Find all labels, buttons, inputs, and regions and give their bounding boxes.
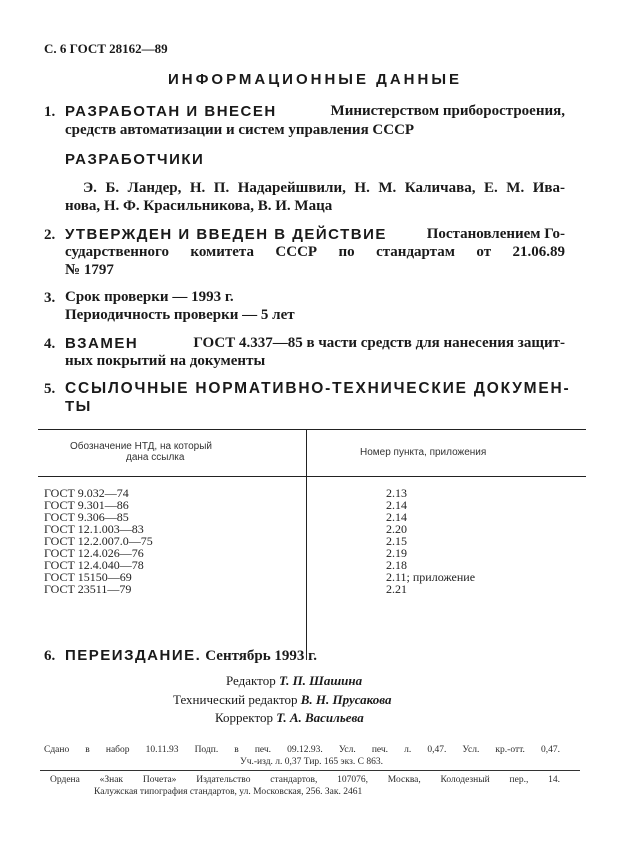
item1-line1 — [65, 103, 565, 121]
item4-line1-rest: ГОСТ 4.337—85 в части средств для нанесения защит- — [193, 335, 565, 351]
table-cell-ref: 2.14 — [386, 498, 407, 512]
imprint-divider — [40, 770, 580, 771]
imprint-line2: Уч.-изд. л. 0,37 Тир. 165 экз. С 863. — [240, 757, 383, 767]
table-cell-doc: ГОСТ 12.2.007.0—75 — [44, 534, 153, 548]
item4-number: 4. — [44, 336, 56, 352]
tech-editor-line — [173, 692, 391, 708]
table-cell-doc: ГОСТ 12.4.026—76 — [44, 546, 144, 560]
item1-line1-rest: Министерством приборостроения, — [330, 103, 565, 119]
item3-number: 3. — [44, 290, 56, 306]
table-cell-ref: 2.21 — [386, 582, 407, 596]
imprint-line1 — [44, 745, 560, 755]
item3-line1: Срок проверки — 1993 г. — [65, 289, 234, 305]
page-title: ИНФОРМАЦИОННЫЕ ДАННЫЕ — [168, 71, 463, 88]
table-cell-ref: 2.14 — [386, 510, 407, 524]
editor-line — [226, 673, 362, 689]
item3-line2: Периодичность проверки — 5 лет — [65, 307, 295, 323]
table-cell-ref: 2.20 — [386, 522, 407, 536]
developers-line1-text: Э. Б. Ландер, Н. П. Надарейшвили, Н. М. Каличава, Е. М. Ива- — [83, 180, 565, 196]
table-cell-ref: 2.19 — [386, 546, 407, 560]
item1-number: 1. — [44, 104, 56, 120]
item2-line2 — [65, 244, 565, 261]
table-col1-header-line2: дана ссылка — [126, 452, 185, 463]
item1-line2: средств автоматизации и систем управления СССР — [65, 122, 415, 138]
item1-lead: РАЗРАБОТАН И ВНЕСЕН — [65, 103, 277, 120]
table-cell-ref: 2.13 — [386, 486, 407, 500]
table-cell-doc: ГОСТ 23511—79 — [44, 582, 132, 596]
editor-label: Редактор — [226, 673, 276, 688]
item6-number: 6. — [44, 648, 56, 664]
item4-line2: ных покрытий на документы — [65, 353, 266, 369]
item2-line2-text: сударственного комитета СССР по стандартам от 21.06.89 — [65, 244, 565, 260]
table-cell-doc: ГОСТ 9.032—74 — [44, 486, 129, 500]
table-cell-doc: ГОСТ 12.4.040—78 — [44, 558, 144, 572]
table-cell-doc: ГОСТ 15150—69 — [44, 570, 132, 584]
item4-lead: ВЗАМЕН — [65, 335, 139, 352]
developers-line2: нова, Н. Ф. Красильникова, В. И. Маца — [65, 198, 333, 214]
imprint-line1-text: Сдано в набор 10.11.93 Подп. в печ. 09.12.93. Усл. печ. л. 0,47. Усл. кр.-отт. 0,47. — [44, 745, 560, 755]
item5-line2: ТЫ — [65, 398, 92, 415]
item5-line1: ССЫЛОЧНЫЕ НОРМАТИВНО-ТЕХНИЧЕСКИЕ ДОКУМЕН- — [65, 380, 571, 397]
editor-name: Т. П. Шашина — [278, 673, 363, 688]
item5-number: 5. — [44, 381, 56, 397]
item2-line3: № 1797 — [65, 262, 114, 278]
item2-line1 — [65, 226, 565, 244]
item6-lead: ПЕРЕИЗДАНИЕ. — [65, 647, 202, 664]
tech-editor-name: В. Н. Прусакова — [300, 692, 392, 707]
table-col1-header-line1: Обозначение НТД, на который — [70, 441, 213, 452]
item2-lead: УТВЕРЖДЕН И ВВЕДЕН В ДЕЙСТВИЕ — [65, 226, 387, 243]
table-cell-doc: ГОСТ 12.1.003—83 — [44, 522, 144, 536]
item2-line1-rest: Постановлением Го- — [426, 226, 565, 242]
table-cell-ref: 2.15 — [386, 534, 407, 548]
imprint-line3-text: Ордена «Знак Почета» Издательство стандартов, 107076, Москва, Колодезный пер., 14. — [50, 775, 560, 785]
developers-line1 — [83, 180, 565, 197]
item2-number: 2. — [44, 227, 56, 243]
item4-line1 — [65, 335, 565, 353]
imprint-line3 — [50, 775, 560, 785]
corrector-name: Т. А. Васильева — [276, 710, 364, 725]
table-top-border — [38, 429, 586, 430]
item6-line — [65, 647, 317, 665]
table-cell-doc: ГОСТ 9.301—86 — [44, 498, 129, 512]
table-header-border — [38, 476, 586, 477]
item6-rest: Сентябрь 1993 г. — [205, 648, 318, 664]
imprint-line4: Калужская типография стандартов, ул. Московская, 256. Зак. 2461 — [94, 787, 363, 797]
table-cell-doc: ГОСТ 9.306—85 — [44, 510, 129, 524]
table-cell-ref: 2.18 — [386, 558, 407, 572]
table-col2-header: Номер пункта, приложения — [360, 447, 487, 458]
table-column-divider — [306, 430, 307, 660]
page-header: С. 6 ГОСТ 28162—89 — [44, 41, 168, 56]
tech-editor-label: Технический редактор — [173, 692, 298, 707]
corrector-label: Корректор — [215, 710, 273, 725]
table-cell-ref: 2.11; приложение — [386, 570, 476, 584]
developers-heading: РАЗРАБОТЧИКИ — [65, 151, 205, 168]
corrector-line — [215, 710, 364, 726]
